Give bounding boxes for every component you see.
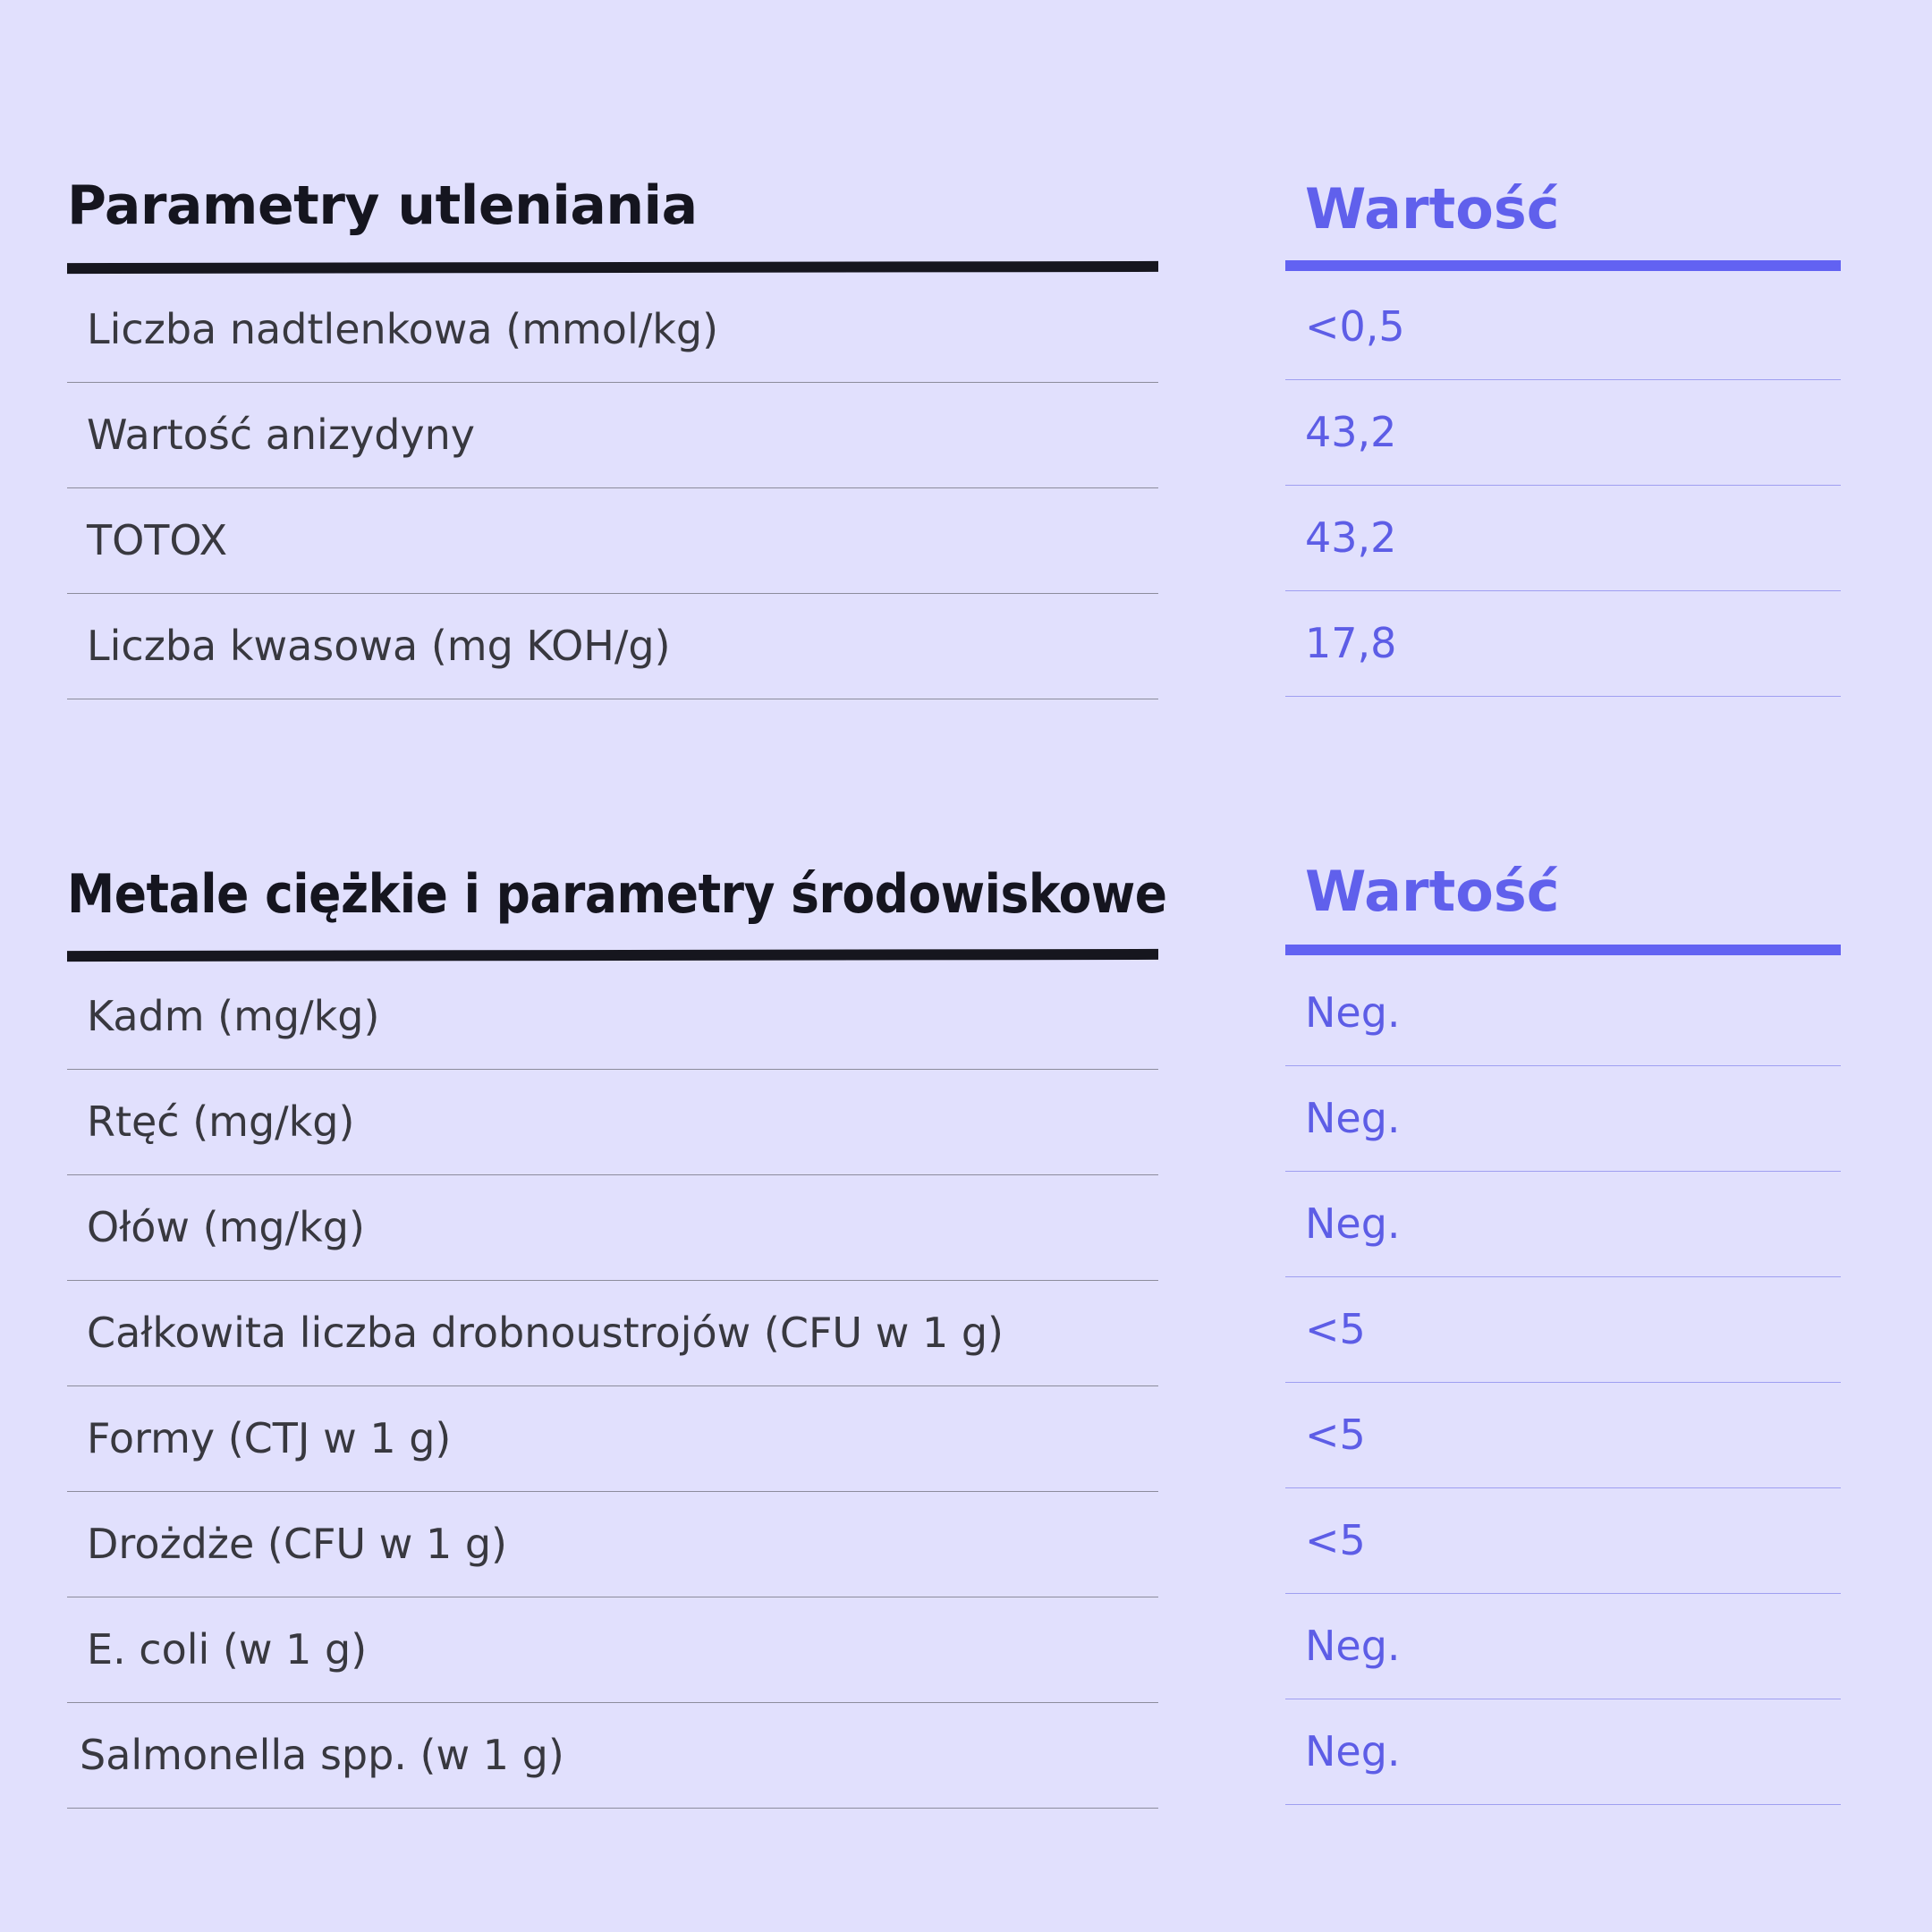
table-row bbox=[67, 383, 1158, 488]
parameter-label: Rtęć (mg/kg) bbox=[87, 1097, 355, 1146]
table-row bbox=[67, 488, 1158, 594]
table-row bbox=[1285, 275, 1841, 380]
table-row bbox=[67, 1386, 1158, 1492]
parameter-value: 43,2 bbox=[1305, 408, 1397, 456]
heavy-metals-parameter-rows bbox=[67, 964, 1158, 1809]
parameter-value: <5 bbox=[1305, 1516, 1366, 1564]
parameter-value: Neg. bbox=[1305, 1094, 1401, 1142]
heavy-metals-title-rule bbox=[67, 949, 1158, 962]
parameter-label: Kadm (mg/kg) bbox=[87, 992, 380, 1040]
oxidation-value-rule bbox=[1285, 260, 1841, 271]
table-row bbox=[1285, 1699, 1841, 1805]
table-row bbox=[67, 277, 1158, 383]
table-row bbox=[1285, 1594, 1841, 1699]
parameter-value: Neg. bbox=[1305, 988, 1401, 1037]
table-row bbox=[1285, 1172, 1841, 1277]
table-row bbox=[67, 1597, 1158, 1703]
table-row bbox=[1285, 1488, 1841, 1594]
oxidation-title-rule bbox=[67, 261, 1158, 274]
table-row bbox=[1285, 1066, 1841, 1172]
parameter-value: <5 bbox=[1305, 1411, 1366, 1459]
parameter-label: Formy (CTJ w 1 g) bbox=[87, 1414, 452, 1462]
parameter-value: Neg. bbox=[1305, 1622, 1401, 1670]
parameter-value: Neg. bbox=[1305, 1199, 1401, 1248]
heavy-metals-value-rule bbox=[1285, 945, 1841, 955]
table-row bbox=[67, 1070, 1158, 1175]
table-row bbox=[67, 1281, 1158, 1386]
parameter-label: Całkowita liczba drobnoustrojów (CFU w 1 g) bbox=[87, 1309, 1004, 1357]
parameter-label: Drożdże (CFU w 1 g) bbox=[87, 1520, 507, 1568]
parameter-value: <0,5 bbox=[1305, 302, 1405, 351]
heavy-metals-value-rows bbox=[1285, 961, 1841, 1805]
parameter-label: E. coli (w 1 g) bbox=[87, 1625, 368, 1674]
parameter-value: 43,2 bbox=[1305, 513, 1397, 562]
parameter-label: Salmonella spp. (w 1 g) bbox=[80, 1731, 564, 1779]
table-row bbox=[1285, 591, 1841, 697]
heavy-metals-section-title: Metale ciężkie i parametry środowiskowe bbox=[67, 863, 1167, 926]
parameter-value: Neg. bbox=[1305, 1727, 1401, 1775]
table-row bbox=[1285, 1383, 1841, 1488]
heavy-metals-value-header: Wartość bbox=[1305, 859, 1560, 924]
table-row bbox=[67, 1703, 1158, 1809]
table-row bbox=[1285, 961, 1841, 1066]
oxidation-value-header: Wartość bbox=[1305, 176, 1560, 242]
parameter-value: <5 bbox=[1305, 1305, 1366, 1353]
parameter-label: Wartość anizydyny bbox=[87, 411, 475, 459]
table-row bbox=[1285, 380, 1841, 486]
table-row bbox=[67, 1175, 1158, 1281]
oxidation-section-title: Parametry utleniania bbox=[67, 174, 698, 237]
table-row bbox=[67, 594, 1158, 699]
oxidation-parameter-rows bbox=[67, 277, 1158, 699]
parameter-label: TOTOX bbox=[87, 516, 228, 564]
table-row bbox=[1285, 1277, 1841, 1383]
parameter-label: Liczba kwasowa (mg KOH/g) bbox=[87, 622, 671, 670]
parameter-value: 17,8 bbox=[1305, 619, 1397, 667]
parameter-label: Liczba nadtlenkowa (mmol/kg) bbox=[87, 305, 719, 353]
parameter-label: Ołów (mg/kg) bbox=[87, 1203, 365, 1251]
oxidation-value-rows bbox=[1285, 275, 1841, 697]
table-row bbox=[1285, 486, 1841, 591]
table-row bbox=[67, 964, 1158, 1070]
table-row bbox=[67, 1492, 1158, 1597]
